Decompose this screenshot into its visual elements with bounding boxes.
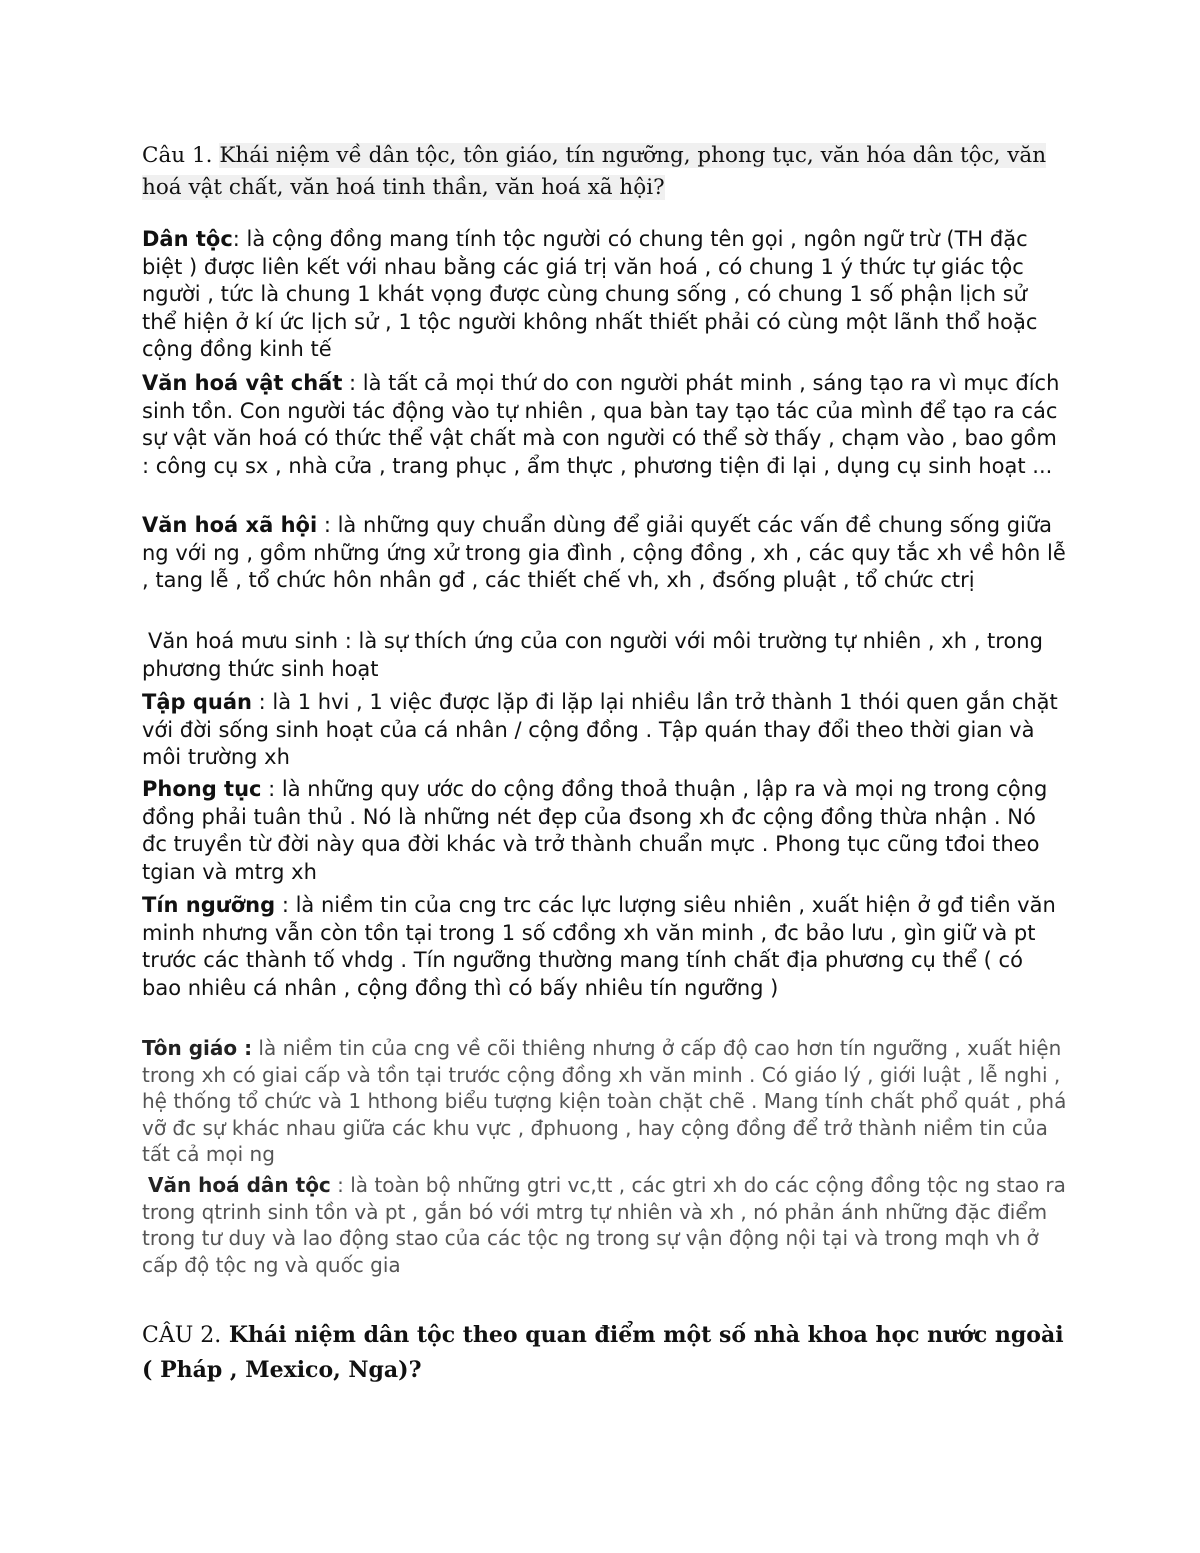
definition-term: Văn hoá xã hội — [142, 513, 318, 537]
question-2-text: Khái niệm dân tộc theo quan điểm một số nhà khoa học nước ngoài ( Pháp , Mexico, Nga)? — [142, 1322, 1064, 1383]
definition-text: Văn hoá mưu sinh : là sự thích ứng của con người với môi trường tự nhiên , xh , trong phương thức sinh hoạt — [142, 629, 1043, 681]
definition-term: Văn hoá dân tộc — [148, 1173, 331, 1197]
definition-text: : là tất cả mọi thứ do con người phát minh , sáng tạo ra vì mục đích sinh tồn. Con người tác động vào tự nhiên , qua bàn tay tạo tác của mình để tạo ra các sự vật văn hoá có thức thể vật chất mà con người có thể sờ thấy , chạm vào , bao gồm : công cụ sx , nhà cửa , trang phục , ẩm thực , phương tiện đi lại , dụng cụ sinh hoạt ... — [142, 371, 1060, 478]
definition-text: : là cộng đồng mang tính tộc người có chung tên gọi , ngôn ngữ trừ (TH đặc biệt ) được liên kết với nhau bằng các giá trị văn hoá , có chung 1 ý thức tự giác tộc người , tức là chung 1 khát vọng được cùng chung sống , có chung 1 số phận lịch sử thể hiện ở kí ức lịch sử , 1 tộc người không nhất thiết phải có cùng một lãnh thổ hoặc cộng đồng kinh tế — [142, 227, 1038, 361]
definition-tap-quan — [142, 689, 1067, 772]
definition-term: Dân tộc — [142, 227, 233, 251]
definition-phong-tuc — [142, 776, 1067, 886]
definition-text: : là 1 hvi , 1 việc được lặp đi lặp lại nhiều lần trở thành 1 thói quen gắn chặt với đời sống sinh hoạt của cá nhân / cộng đồng . Tập quán thay đổi theo thời gian và môi trường xh — [142, 690, 1058, 769]
definition-term: Văn hoá vật chất — [142, 371, 343, 395]
definition-text: : là những quy ước do cộng đồng thoả thuận , lập ra và mọi ng trong cộng đồng phải tuân thủ . Nó là những nét đẹp của đsong xh đc cộng đồng thừa nhận . Nó đc truyền từ đời này qua đời khác và trở thành chuẩn mực . Phong tục cũng tđoi theo tgian và mtrg xh — [142, 777, 1048, 884]
definition-van-hoa-xa-hoi — [142, 512, 1067, 595]
definition-term: Tập quán — [142, 690, 252, 714]
question-2-heading — [142, 1318, 1072, 1387]
definition-dan-toc — [142, 226, 1067, 364]
definition-term: Phong tục — [142, 777, 262, 801]
definition-van-hoa-dan-toc — [142, 1172, 1067, 1278]
definition-text: là niềm tin của cng về cõi thiêng nhưng ở cấp độ cao hơn tín ngưỡng , xuất hiện trong xh có giai cấp và tồn tại trước cộng đồng xh văn minh . Có giáo lý , giới luật , lễ nghi , hệ thống tổ chức và 1 hthong biểu tượng kiện toàn chặt chẽ . Mang tính chất phổ quát , phá vỡ đc sự khác nhau giữa các khu vực , đphuong , hay cộng đồng để trở thành niềm tin của tất cả mọi ng — [142, 1036, 1067, 1166]
definition-text: : là toàn bộ những gtri vc,tt , các gtri xh do các cộng đồng tộc ng stao ra trong qtrinh sinh tồn và pt , gắn bó với mtrg tự nhiên và xh , nó phản ánh những đặc điểm trong tư duy và lao động stao của các tộc ng trong sự vận động nội tại và trong mqh vh ở cấp độ tộc ng và quốc gia — [142, 1173, 1066, 1277]
question-1-text: Khái niệm về dân tộc, tôn giáo, tín ngưỡng, phong tục, văn hóa dân tộc, văn hoá vật chất, văn hoá tinh thần, văn hoá xã hội? — [142, 143, 1047, 200]
definition-term: Tín ngưỡng — [142, 893, 276, 917]
question-1-heading — [142, 140, 1072, 204]
definition-term: Tôn giáo : — [142, 1036, 253, 1060]
definition-ton-giao — [142, 1035, 1067, 1168]
definition-text: : là những quy chuẩn dùng để giải quyết các vấn đề chung sống giữa ng với ng , gồm những ứng xử trong gia đình , cộng đồng , xh , các quy tắc xh về hôn lễ , tang lễ , tổ chức hôn nhân gđ , các thiết chế vh, xh , đsống pluật , tổ chức ctrị — [142, 513, 1066, 592]
question-1-label: Câu 1. — [142, 143, 213, 168]
definition-van-hoa-muu-sinh — [142, 628, 1067, 683]
question-2-label: CÂU 2. — [142, 1323, 222, 1348]
definition-van-hoa-vat-chat — [142, 370, 1067, 480]
definition-text: : là niềm tin của cng trc các lực lượng siêu nhiên , xuất hiện ở gđ tiền văn minh nhưng vẫn còn tồn tại trong 1 số cđồng xh văn minh , đc bảo lưu , gìn giữ và pt trước các thành tố vhdg . Tín ngưỡng thường mang tính chất địa phương cụ thể ( có bao nhiêu cá nhân , cộng đồng thì có bấy nhiêu tín ngưỡng ) — [142, 893, 1056, 1000]
definition-tin-nguong — [142, 892, 1067, 1002]
